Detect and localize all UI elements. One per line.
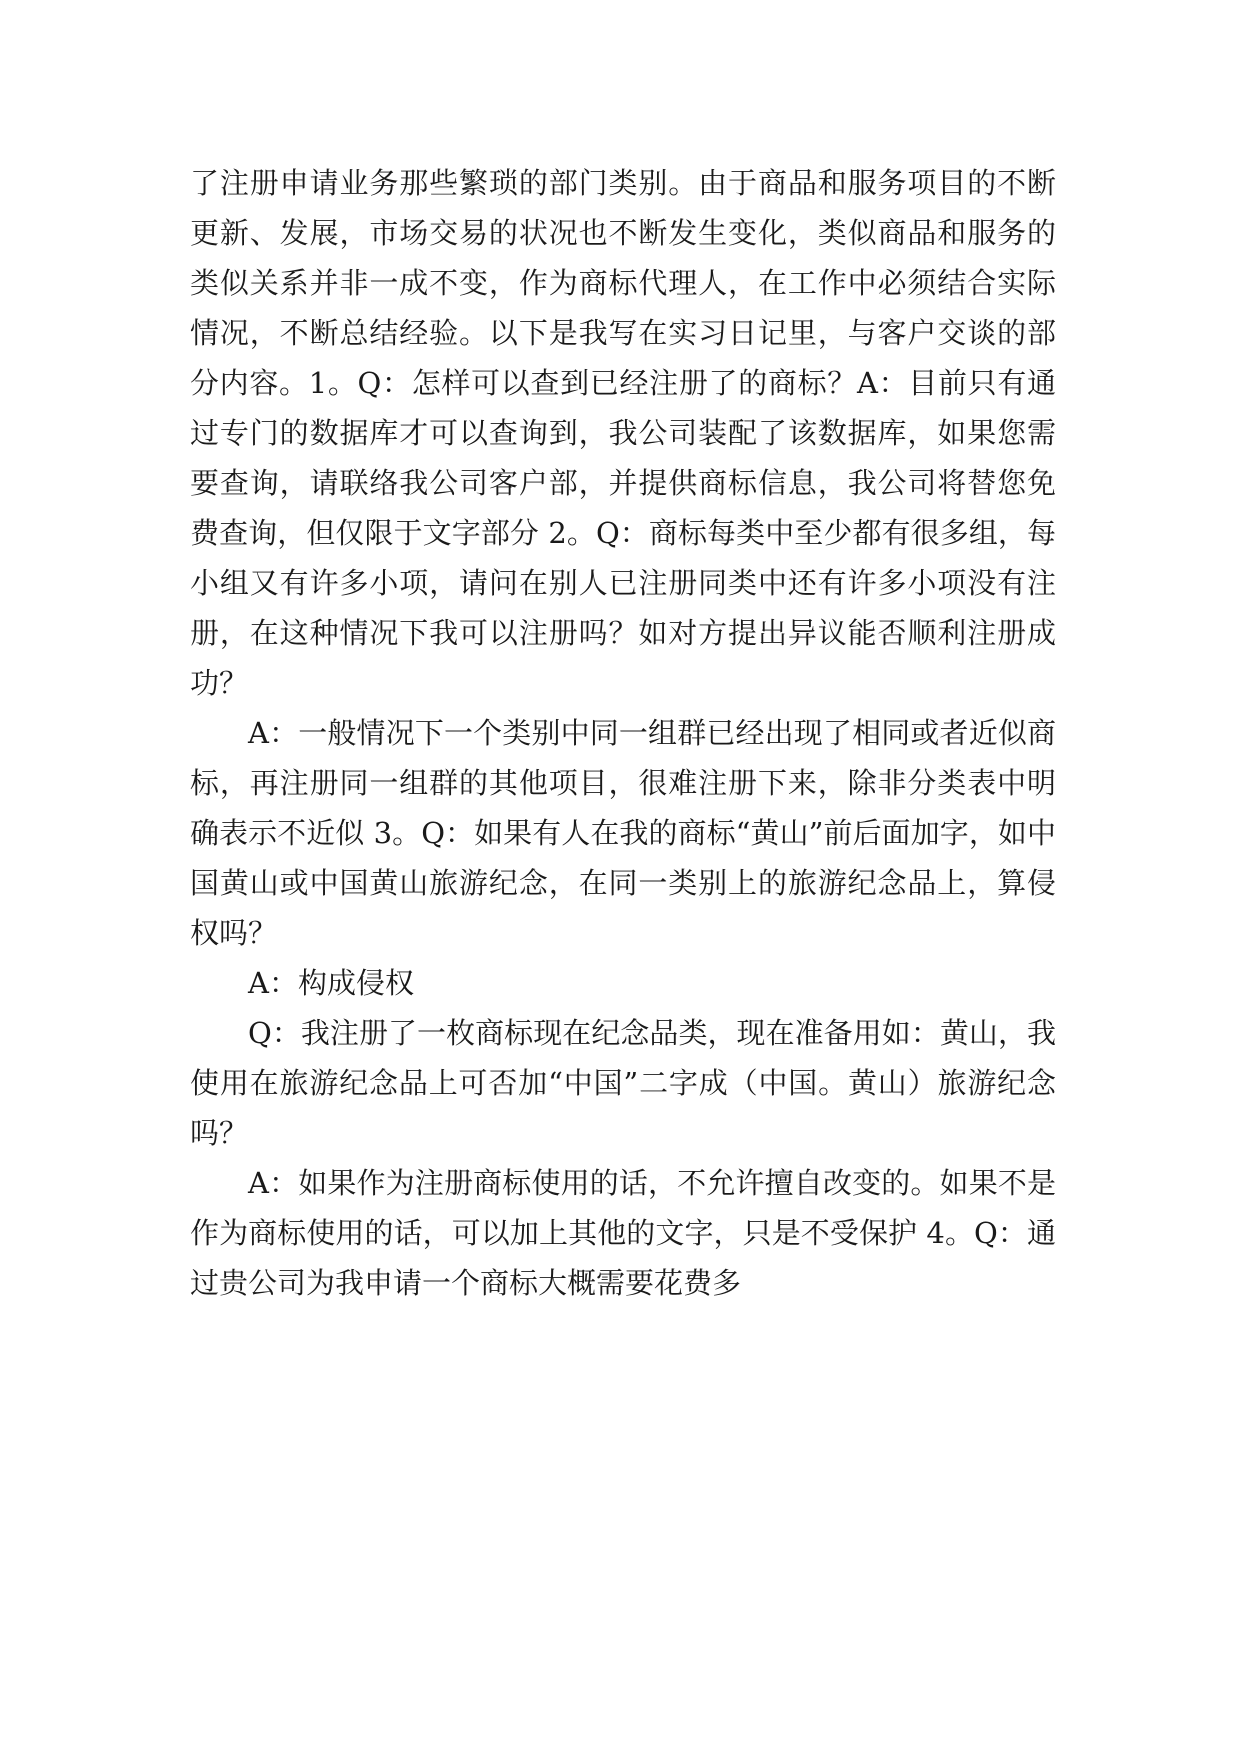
- paragraph-2: A：一般情况下一个类别中同一组群已经出现了相同或者近似商标，再注册同一组群的其他项目，很难注册下来，除非分类表中明确表示不近似 3。Q：如果有人在我的商标“黄山”前后面加字，如中国黄山或中国黄山旅游纪念，在同一类别上的旅游纪念品上，算侵权吗？: [190, 716, 1056, 950]
- paragraph-1: 了注册申请业务那些繁琐的部门类别。由于商品和服务项目的不断更新、发展，市场交易的状况也不断发生变化，类似商品和服务的类似关系并非一成不变，作为商标代理人，在工作中必须结合实际情况，不断总结经验。以下是我写在实习日记里，与客户交谈的部分内容。1。Q：怎样可以查到已经注册了的商标？A：目前只有通过专门的数据库才可以查询到，我公司装配了该数据库，如果您需要查询，请联络我公司客户部，并提供商标信息，我公司将替您免费查询，但仅限于文字部分 2。Q：商标每类中至少都有很多组，每小组又有许多小项，请问在别人已注册同类中还有许多小项没有注册，在这种情况下我可以注册吗？如对方提出异议能否顺利注册成功？: [190, 166, 1056, 700]
- paragraph-3: A：构成侵权: [248, 966, 414, 1000]
- paragraph-5: A：如果作为注册商标使用的话，不允许擅自改变的。如果不是作为商标使用的话，可以加上其他的文字，只是不受保护 4。Q：通过贵公司为我申请一个商标大概需要花费多: [190, 1166, 1056, 1300]
- paragraph-4: Q：我注册了一枚商标现在纪念品类，现在准备用如：黄山，我使用在旅游纪念品上可否加“中国”二字成（中国。黄山）旅游纪念吗？: [190, 1016, 1056, 1150]
- body-text: [190, 158, 1056, 1308]
